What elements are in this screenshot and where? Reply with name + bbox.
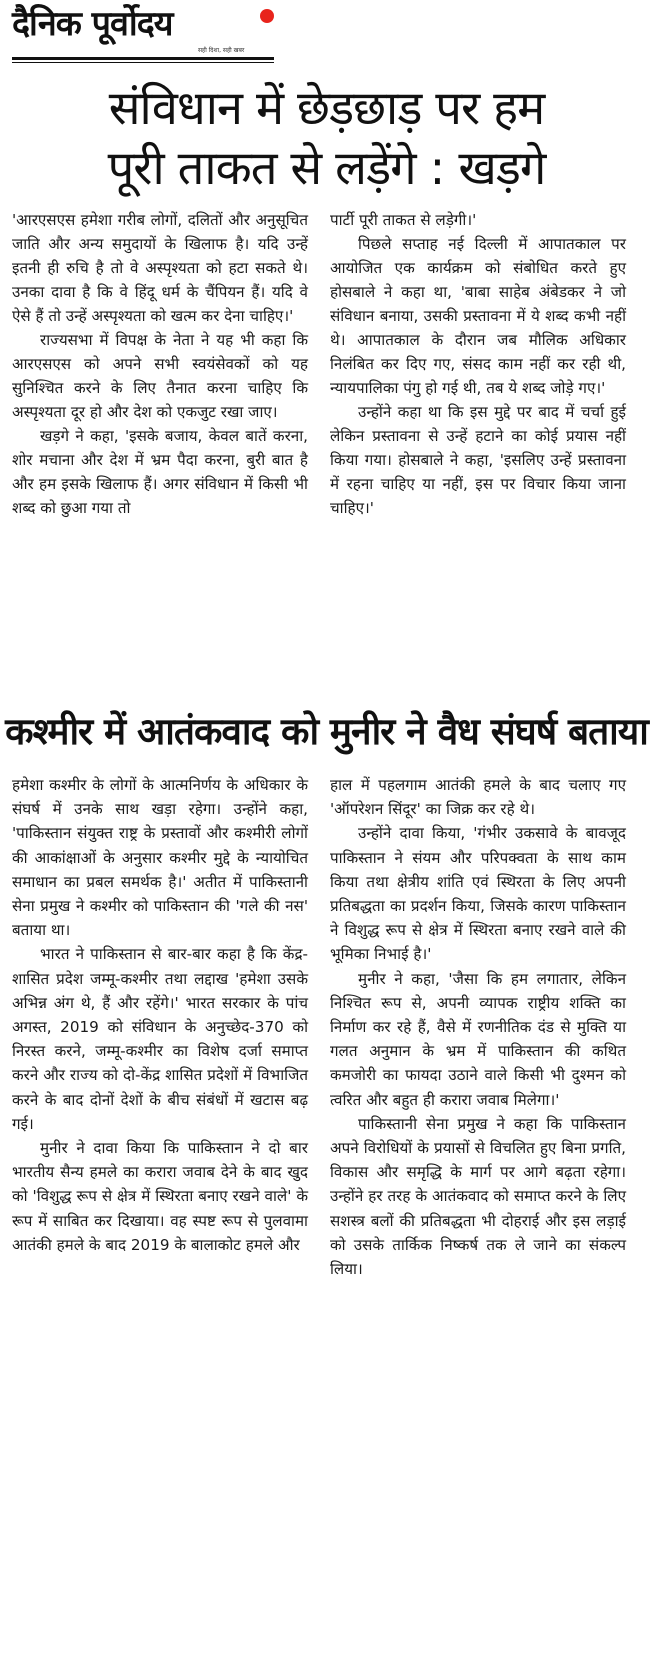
story2-column-right xyxy=(330,773,626,1653)
masthead-logo: दैनिक पूर्वोदय xyxy=(12,4,173,44)
story2-col2-para1: हाल में पहलगाम आतंकी हमले के बाद चलाए गए 'ऑपरेशन सिंदूर' का जिक्र कर रहे थे। xyxy=(330,776,626,819)
story2-col2-para2: उन्होंने दावा किया, 'गंभीर उकसावे के बावजूद पाकिस्तान ने संयम और परिपक्वता के साथ काम किया तथा क्षेत्रीय शांति एवं स्थिरता के लिए अपनी प्रतिबद्धता का प्रदर्शन किया, जिसके कारण पाकिस्तान ने विशुद्ध रूप से क्षेत्र में स्थिरता बनाए रखने वाले की भूमिका निभाई है।' xyxy=(330,824,626,964)
story1-headline-line1: संविधान में छेड़छाड़ पर हम xyxy=(108,81,545,136)
story2-col2-para4: पाकिस्तानी सेना प्रमुख ने कहा कि पाकिस्तान अपने विरोधियों के प्रयासों से विचलित हुए बिना प्रगति, विकास और समृद्धि के मार्ग पर आगे बढ़ता रहेगा। उन्होंने हर तरह के आतंकवाद को समाप्त करने के लिए सशस्त्र बलों की प्रतिबद्धता भी दोहराई और इस लड़ाई को उसके तार्किक निष्कर्ष तक ले जाने का संकल्प लिया। xyxy=(330,1114,626,1279)
masthead-rule xyxy=(12,57,274,60)
logo-sun-icon xyxy=(260,9,274,23)
story1-col1-para2: राज्यसभा में विपक्ष के नेता ने यह भी कहा कि आरएसएस को अपने सभी स्वयंसेवकों को यह सुनिश्चित करने के लिए तैनात करना चाहिए कि अस्पृश्यता दूर हो और देश को एकजुट रखा जाए। xyxy=(12,331,308,421)
story1-column-left xyxy=(12,208,308,683)
story1-col1-para1: 'आरएसएस हमेशा गरीब लोगों, दलितों और अनुसूचित जाति और अन्य समुदायों के खिलाफ है। यदि उन्हें इतनी ही रुचि है तो वे अस्पृश्यता को हटा सकते थे। उनका दावा है कि वे हिंदू धर्म के चैंपियन हैं। यदि वे ऐसे हैं तो उन्हें अस्पृश्यता को खत्म कर देना चाहिए।' xyxy=(12,211,308,325)
story1-col2-para1: पार्टी पूरी ताकत से लड़ेगी।' xyxy=(330,211,477,229)
story1-col2-para3: उन्होंने कहा था कि इस मुद्दे पर बाद में चर्चा हुई लेकिन प्रस्तावना से उन्हें हटाने का कोई प्रयास नहीं किया गया। होसबाले ने कहा, 'इसलिए उन्हें प्रस्तावना में रहना चाहिए या नहीं, इस पर विचार किया जाना चाहिए।' xyxy=(330,403,626,517)
story2-col1-para3: मुनीर ने दावा किया कि पाकिस्तान ने दो बार भारतीय सैन्य हमले का करारा जवाब देने के बाद खुद को 'विशुद्ध रूप से क्षेत्र में स्थिरता बनाए रखने वाले' के रूप में साबित कर दिखाया। वह स्पष्ट रूप से पुलवामा आतंकी हमले के बाद 2019 के बालाकोट हमले और xyxy=(12,1139,308,1254)
story1-column-right xyxy=(330,208,626,683)
story2-column-left xyxy=(12,773,308,1653)
story2-headline: कश्मीर में आतंकवाद को मुनीर ने वैध संघर्ष बताया xyxy=(5,710,648,753)
story2-col1-para1: हमेशा कश्मीर के लोगों के आत्मनिर्णय के अधिकार के संघर्ष में उनके साथ खड़ा रहेगा। उन्होंने कहा, 'पाकिस्तान संयुक्त राष्ट्र के प्रस्तावों और कश्मीरी लोगों की आकांक्षाओं के अनुसार कश्मीर मुद्दे के न्यायोचित समाधान का प्रबल समर्थक है।' अतीत में पाकिस्तानी सेना प्रमुख ने कश्मीर को पाकिस्तान की 'गले की नस' बताया था। xyxy=(12,776,308,940)
masthead-rule-thin xyxy=(12,62,274,63)
story1-headline-line2: पूरी ताकत से लड़ेंगे : खड़गे xyxy=(107,141,546,196)
story2-col2-para3: मुनीर ने कहा, 'जैसा कि हम लगातार, लेकिन निश्चित रूप से, अपनी व्यापक राष्ट्रीय शक्ति का निर्माण कर रहे हैं, वैसे में रणनीतिक दंड से मुक्ति या गलत अनुमान के भ्रम में पाकिस्तान की कथित कमजोरी का फायदा उठाने वाले किसी भी दुश्मन को त्वरित और बहुत ही करारा जवाब मिलेगा।' xyxy=(330,969,626,1109)
masthead-tagline: सही दिशा, सही खबर xyxy=(198,47,245,54)
story1-col1-para3: खड़गे ने कहा, 'इसके बजाय, केवल बातें करना, शोर मचाना और देश में भ्रम पैदा करना, बुरी बात है और हम इसके खिलाफ हैं। अगर संविधान में किसी भी शब्द को छुआ गया तो xyxy=(12,427,308,517)
story1-col2-para2: पिछले सप्ताह नई दिल्ली में आपातकाल पर आयोजित एक कार्यक्रम को संबोधित करते हुए होसबाले ने कहा था, 'बाबा साहेब अंबेडकर ने जो संविधान बनाया, उसकी प्रस्तावना में ये शब्द कभी नहीं थे। आपातकाल के दौरान जब मौलिक अधिकार निलंबित कर दिए गए, संसद काम नहीं कर रही थी, न्यायपालिका पंगु हो गई थी, तब ये शब्द जोड़े गए।' xyxy=(330,235,626,397)
masthead xyxy=(12,2,274,64)
story2-col1-para2: भारत ने पाकिस्तान से बार-बार कहा है कि केंद्र-शासित प्रदेश जम्मू-कश्मीर तथा लद्दाख 'हमेशा उसके अभिन्न अंग थे, हैं और रहेंगे।' भारत सरकार के पांच अगस्त, 2019 को संविधान के अनुच्छेद-370 को निरस्त करने, जम्मू-कश्मीर का विशेष दर्जा समाप्त करने और राज्य को दो-केंद्र शासित प्रदेशों में विभाजित करने के बाद दोनों देशों के बीच संबंधों में खटास बढ़ गई। xyxy=(12,945,308,1133)
